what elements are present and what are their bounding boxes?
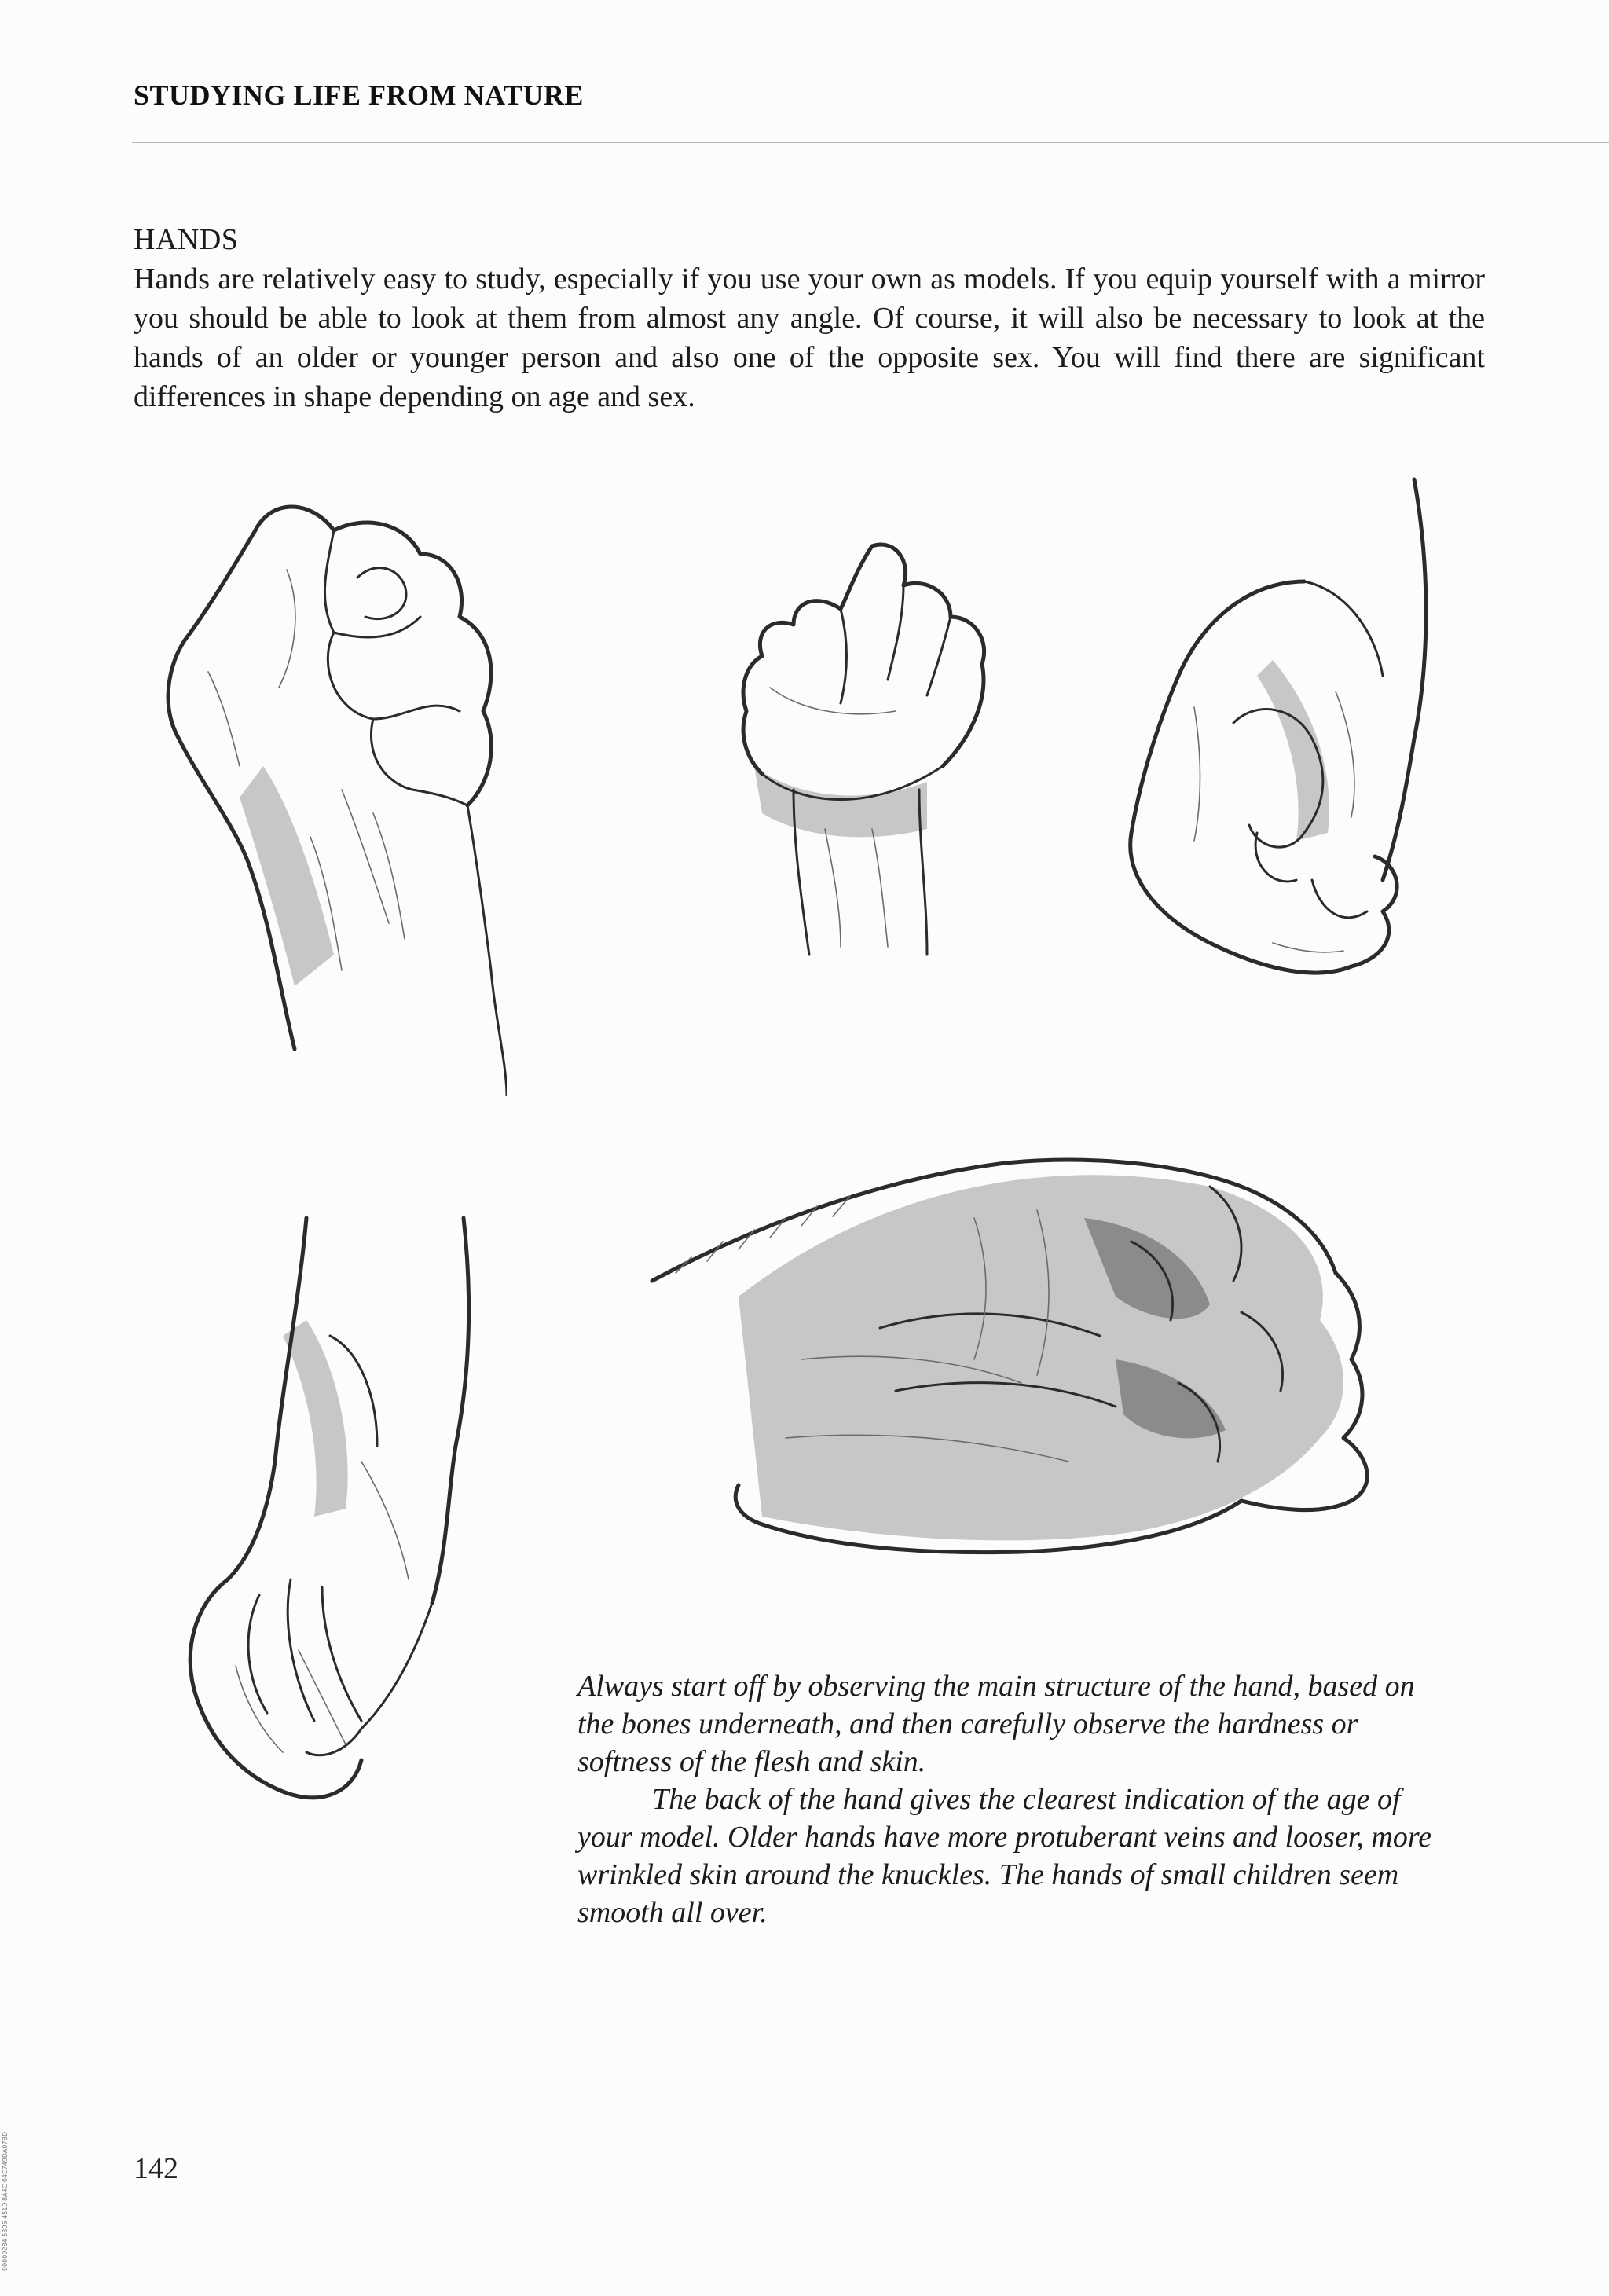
section-title: HANDS (134, 223, 239, 256)
header-rule (132, 142, 1609, 143)
caption-paragraph-1: Always start off by observing the main structure of the hand, based on the bones underneath, and then carefully observe the hardness or softness of the flesh and skin. (577, 1670, 1415, 1778)
hand-fist-front-icon (691, 530, 1013, 970)
section-body-text: Hands are relatively easy to study, especially if you use your own as models. If you equip yourself with a mirror you should be able to look at them from almost any angle. Of course, it will also be necessary to look at the hands of an older or younger person and also one of the opposite sex. You will find there are significant differences in shape depending on age and sex. (134, 262, 1485, 413)
page-number: 142 (134, 2152, 178, 2185)
print-code: 00009284 5396 4510 8A4C 04C749DA07BD (2, 2131, 9, 2271)
illustration-caption (577, 1667, 1442, 1931)
hands-section (134, 220, 1485, 416)
hand-fist-side-icon (137, 483, 507, 1096)
running-head: STUDYING LIFE FROM NATURE (134, 79, 584, 111)
hand-back-shaded-icon (644, 1124, 1379, 1564)
caption-paragraph-2: The back of the hand gives the clearest indication of the age of your model. Older hands have more protuberant veins and looser, more wrinkled skin around the knuckles. The hands of small children seem smooth all over. (577, 1783, 1432, 1929)
hand-cupped-icon (165, 1210, 495, 1823)
hand-curled-icon (1116, 471, 1446, 1069)
